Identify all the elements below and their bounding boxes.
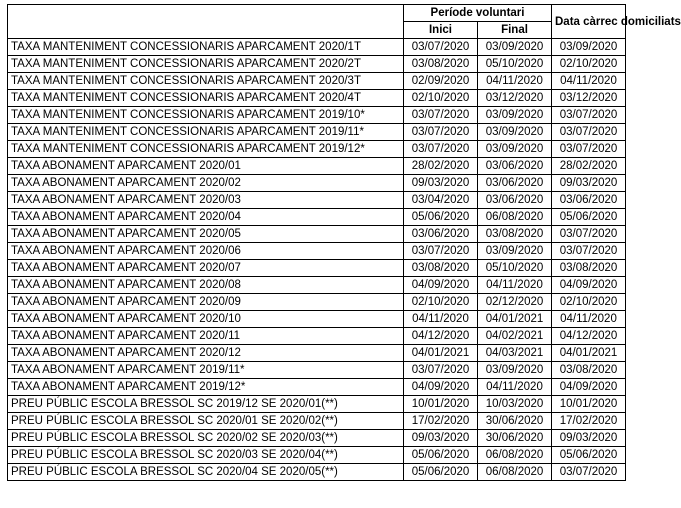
concept-cell: TAXA ABONAMENT APARCAMENT 2020/02: [8, 175, 404, 192]
concept-cell: TAXA ABONAMENT APARCAMENT 2020/10: [8, 311, 404, 328]
charge-date-cell: 03/08/2020: [552, 260, 626, 277]
concept-cell: TAXA ABONAMENT APARCAMENT 2020/11: [8, 328, 404, 345]
concept-header-blank: [8, 5, 404, 39]
table-row: [8, 311, 626, 328]
header-row-top: [8, 5, 626, 22]
start-date-cell: 05/06/2020: [404, 464, 478, 481]
end-date-cell: 03/08/2020: [478, 226, 552, 243]
concept-cell: TAXA MANTENIMENT CONCESSIONARIS APARCAMENT 2019/11*: [8, 124, 404, 141]
end-date-cell: 30/06/2020: [478, 413, 552, 430]
end-date-cell: 05/10/2020: [478, 260, 552, 277]
table-row: [8, 396, 626, 413]
concept-cell: TAXA MANTENIMENT CONCESSIONARIS APARCAMENT 2020/3T: [8, 73, 404, 90]
concept-cell: TAXA ABONAMENT APARCAMENT 2020/08: [8, 277, 404, 294]
start-date-cell: 03/07/2020: [404, 141, 478, 158]
end-date-cell: 03/09/2020: [478, 141, 552, 158]
start-date-cell: 04/09/2020: [404, 277, 478, 294]
concept-cell: TAXA MANTENIMENT CONCESSIONARIS APARCAMENT 2019/12*: [8, 141, 404, 158]
charge-date-header: Data càrrec domiciliats: [552, 5, 626, 39]
end-date-cell: 04/03/2021: [478, 345, 552, 362]
charge-date-cell: 28/02/2020: [552, 158, 626, 175]
end-header: Final: [478, 22, 552, 39]
start-date-cell: 03/04/2020: [404, 192, 478, 209]
charge-date-cell: 04/11/2020: [552, 311, 626, 328]
concept-cell: TAXA ABONAMENT APARCAMENT 2020/06: [8, 243, 404, 260]
end-date-cell: 03/09/2020: [478, 243, 552, 260]
concept-cell: PREU PÚBLIC ESCOLA BRESSOL SC 2019/12 SE 2020/01(**): [8, 396, 404, 413]
start-date-cell: 02/10/2020: [404, 90, 478, 107]
end-date-cell: 06/08/2020: [478, 209, 552, 226]
table-row: [8, 277, 626, 294]
start-date-cell: 03/07/2020: [404, 243, 478, 260]
table-row: [8, 430, 626, 447]
concept-cell: TAXA ABONAMENT APARCAMENT 2020/04: [8, 209, 404, 226]
concept-cell: TAXA ABONAMENT APARCAMENT 2020/03: [8, 192, 404, 209]
charge-date-cell: 03/07/2020: [552, 464, 626, 481]
charge-date-cell: 03/07/2020: [552, 141, 626, 158]
table-row: [8, 141, 626, 158]
table-row: [8, 260, 626, 277]
start-date-cell: 03/08/2020: [404, 56, 478, 73]
table-row: [8, 243, 626, 260]
start-date-cell: 17/02/2020: [404, 413, 478, 430]
start-date-cell: 03/07/2020: [404, 107, 478, 124]
charge-date-cell: 03/07/2020: [552, 107, 626, 124]
start-date-cell: 10/01/2020: [404, 396, 478, 413]
end-date-cell: 04/02/2021: [478, 328, 552, 345]
concept-cell: TAXA ABONAMENT APARCAMENT 2020/12: [8, 345, 404, 362]
period-header: Període voluntari: [404, 5, 552, 22]
charge-date-cell: 05/06/2020: [552, 447, 626, 464]
end-date-cell: 04/11/2020: [478, 277, 552, 294]
start-date-cell: 03/07/2020: [404, 39, 478, 56]
end-date-cell: 03/09/2020: [478, 39, 552, 56]
charge-date-cell: 03/08/2020: [552, 362, 626, 379]
table-row: [8, 362, 626, 379]
charge-date-cell: 04/09/2020: [552, 379, 626, 396]
concept-cell: PREU PÚBLIC ESCOLA BRESSOL SC 2020/04 SE 2020/05(**): [8, 464, 404, 481]
table-row: [8, 107, 626, 124]
concept-cell: TAXA ABONAMENT APARCAMENT 2019/12*: [8, 379, 404, 396]
start-date-cell: 09/03/2020: [404, 430, 478, 447]
end-date-cell: 03/06/2020: [478, 158, 552, 175]
concept-cell: TAXA ABONAMENT APARCAMENT 2020/05: [8, 226, 404, 243]
end-date-cell: 04/11/2020: [478, 379, 552, 396]
start-date-cell: 03/08/2020: [404, 260, 478, 277]
start-date-cell: 05/06/2020: [404, 209, 478, 226]
concept-cell: TAXA MANTENIMENT CONCESSIONARIS APARCAMENT 2020/2T: [8, 56, 404, 73]
table-row: [8, 192, 626, 209]
concept-cell: PREU PÚBLIC ESCOLA BRESSOL SC 2020/02 SE 2020/03(**): [8, 430, 404, 447]
end-date-cell: 05/10/2020: [478, 56, 552, 73]
start-date-cell: 09/03/2020: [404, 175, 478, 192]
table-row: [8, 90, 626, 107]
charge-date-cell: 03/09/2020: [552, 39, 626, 56]
concept-cell: TAXA ABONAMENT APARCAMENT 2020/01: [8, 158, 404, 175]
table-row: [8, 39, 626, 56]
charge-date-cell: 10/01/2020: [552, 396, 626, 413]
table-row: [8, 294, 626, 311]
table-row: [8, 379, 626, 396]
end-date-cell: 03/09/2020: [478, 124, 552, 141]
start-date-cell: 02/09/2020: [404, 73, 478, 90]
table-row: [8, 226, 626, 243]
table-body: [8, 39, 626, 481]
charge-date-cell: 09/03/2020: [552, 430, 626, 447]
concept-cell: PREU PÚBLIC ESCOLA BRESSOL SC 2020/03 SE 2020/04(**): [8, 447, 404, 464]
end-date-cell: 10/03/2020: [478, 396, 552, 413]
start-date-cell: 04/01/2021: [404, 345, 478, 362]
start-date-cell: 03/07/2020: [404, 362, 478, 379]
charge-date-cell: 04/11/2020: [552, 73, 626, 90]
start-date-cell: 04/11/2020: [404, 311, 478, 328]
concept-cell: TAXA ABONAMENT APARCAMENT 2020/09: [8, 294, 404, 311]
start-date-cell: 04/12/2020: [404, 328, 478, 345]
end-date-cell: 03/09/2020: [478, 107, 552, 124]
charge-date-cell: 03/07/2020: [552, 243, 626, 260]
end-date-cell: 03/06/2020: [478, 175, 552, 192]
tax-calendar-table: [7, 4, 681, 481]
end-date-cell: 03/06/2020: [478, 192, 552, 209]
end-date-cell: 04/01/2021: [478, 311, 552, 328]
concept-cell: TAXA MANTENIMENT CONCESSIONARIS APARCAMENT 2020/4T: [8, 90, 404, 107]
charge-date-cell: 04/12/2020: [552, 328, 626, 345]
start-date-cell: 28/02/2020: [404, 158, 478, 175]
charge-date-cell: 03/07/2020: [552, 124, 626, 141]
end-date-cell: 02/12/2020: [478, 294, 552, 311]
charge-date-cell: 17/02/2020: [552, 413, 626, 430]
charge-date-cell: 04/01/2021: [552, 345, 626, 362]
start-date-cell: 05/06/2020: [404, 447, 478, 464]
end-date-cell: 03/12/2020: [478, 90, 552, 107]
start-date-cell: 02/10/2020: [404, 294, 478, 311]
table-row: [8, 447, 626, 464]
end-date-cell: 06/08/2020: [478, 447, 552, 464]
concept-cell: TAXA ABONAMENT APARCAMENT 2020/07: [8, 260, 404, 277]
end-date-cell: 06/08/2020: [478, 464, 552, 481]
start-date-cell: 03/07/2020: [404, 124, 478, 141]
table-row: [8, 345, 626, 362]
concept-cell: PREU PÚBLIC ESCOLA BRESSOL SC 2020/01 SE 2020/02(**): [8, 413, 404, 430]
table-row: [8, 413, 626, 430]
charge-date-cell: 03/12/2020: [552, 90, 626, 107]
charge-date-cell: 03/06/2020: [552, 192, 626, 209]
charge-date-cell: 02/10/2020: [552, 294, 626, 311]
table-row: [8, 464, 626, 481]
concept-cell: TAXA ABONAMENT APARCAMENT 2019/11*: [8, 362, 404, 379]
table-row: [8, 158, 626, 175]
concept-cell: TAXA MANTENIMENT CONCESSIONARIS APARCAMENT 2020/1T: [8, 39, 404, 56]
table-row: [8, 175, 626, 192]
charge-date-cell: 05/06/2020: [552, 209, 626, 226]
end-date-cell: 04/11/2020: [478, 73, 552, 90]
table-row: [8, 124, 626, 141]
charge-date-cell: 03/07/2020: [552, 226, 626, 243]
charge-date-cell: 02/10/2020: [552, 56, 626, 73]
end-date-cell: 03/09/2020: [478, 362, 552, 379]
start-date-cell: 03/06/2020: [404, 226, 478, 243]
table-row: [8, 56, 626, 73]
start-header: Inici: [404, 22, 478, 39]
table-row: [8, 73, 626, 90]
concept-cell: TAXA MANTENIMENT CONCESSIONARIS APARCAMENT 2019/10*: [8, 107, 404, 124]
charge-date-cell: 09/03/2020: [552, 175, 626, 192]
start-date-cell: 04/09/2020: [404, 379, 478, 396]
charge-date-cell: 04/09/2020: [552, 277, 626, 294]
table-row: [8, 209, 626, 226]
end-date-cell: 30/06/2020: [478, 430, 552, 447]
table-row: [8, 328, 626, 345]
